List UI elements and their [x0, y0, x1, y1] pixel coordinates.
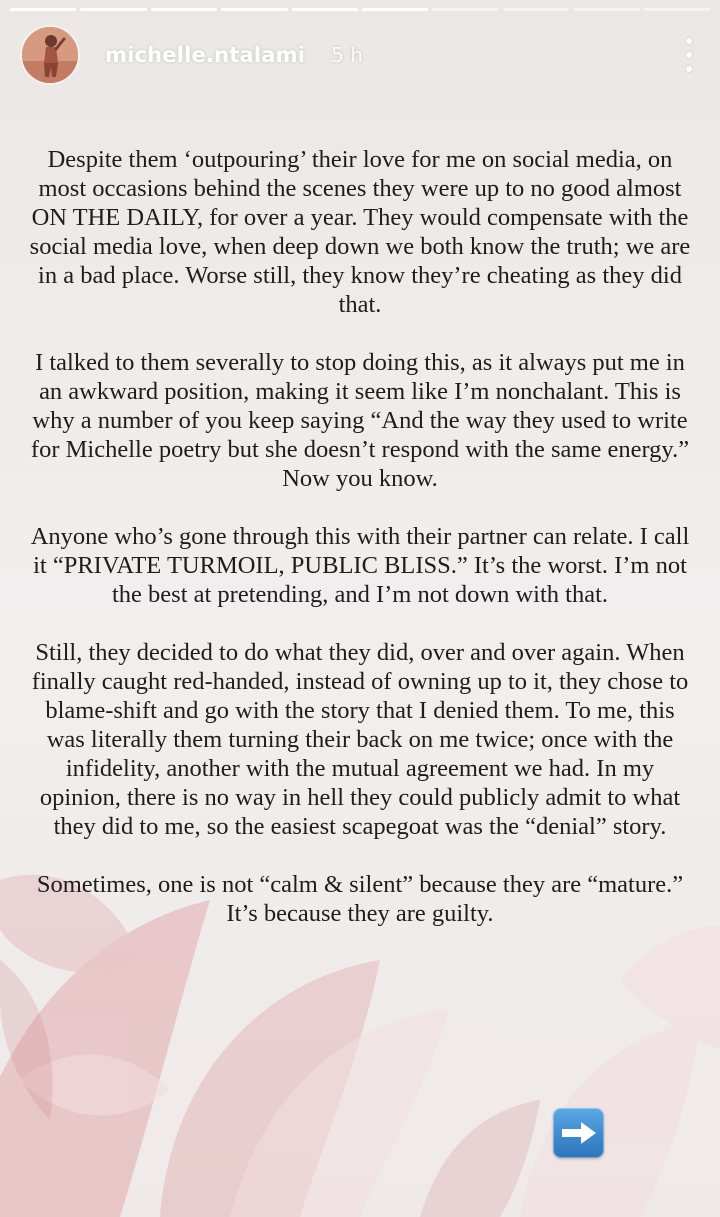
- avatar[interactable]: [20, 25, 80, 85]
- dot: [686, 52, 692, 58]
- dot: [686, 38, 692, 44]
- progress-segment: [432, 8, 498, 11]
- story-paragraph-1: Despite them ‘outpouring’ their love for me on social media, on most occasions behind the scenes they were up to no good almost ON THE DAILY, for over a year. They would compensate with the social media love, when deep down we both know the truth; we are in a bad place. Worse still, they know they’re cheating as they did that.: [29, 146, 691, 318]
- timestamp: 5 h: [331, 43, 363, 67]
- progress-segment: [151, 8, 217, 11]
- story-paragraph-2: I talked to them severally to stop doing this, as it always put me in an awkward position, making it seem like I’m nonchalant. This is why a number of you keep saying “And the way they used to write for Michelle poetry but she doesn’t respond with the same energy.” Now you know.: [30, 349, 690, 492]
- progress-segment: [362, 8, 428, 11]
- progress-segment: [292, 8, 358, 11]
- story-paragraph-3: Anyone who’s gone through this with their partner can relate. I call it “PRIVATE TURMOIL, PUBLIC BLISS.” It’s the worst. I’m not the best at pretending, and I’m not down with that.: [30, 523, 690, 608]
- story-header: [20, 22, 700, 88]
- right-arrow-icon[interactable]: [553, 1108, 604, 1158]
- progress-segment: [573, 8, 639, 11]
- more-options-icon[interactable]: [682, 38, 696, 72]
- progress-segment: [10, 8, 76, 11]
- story-paragraph-5: Sometimes, one is not “calm & silent” because they are “mature.” It’s because they are guilty.: [36, 871, 684, 927]
- progress-segment: [80, 8, 146, 11]
- progress-segment: [644, 8, 710, 11]
- progress-segment: [221, 8, 287, 11]
- story-text: [28, 145, 692, 957]
- story-progress-bar: [10, 8, 710, 11]
- progress-segment: [503, 8, 569, 11]
- dot: [686, 66, 692, 72]
- username[interactable]: michelle.ntalami: [105, 43, 306, 67]
- story-paragraph-4: Still, they decided to do what they did, over and over again. When finally caught red-handed, instead of owning up to it, they chose to blame-shift and go with the story that I denied them. To me, this was literally them turning their back on me twice; once with the infidelity, another with the mutual agreement we had. In my opinion, there is no way in hell they could publicly admit to what they did to me, so the easiest scapegoat was the “denial” story.: [31, 639, 689, 840]
